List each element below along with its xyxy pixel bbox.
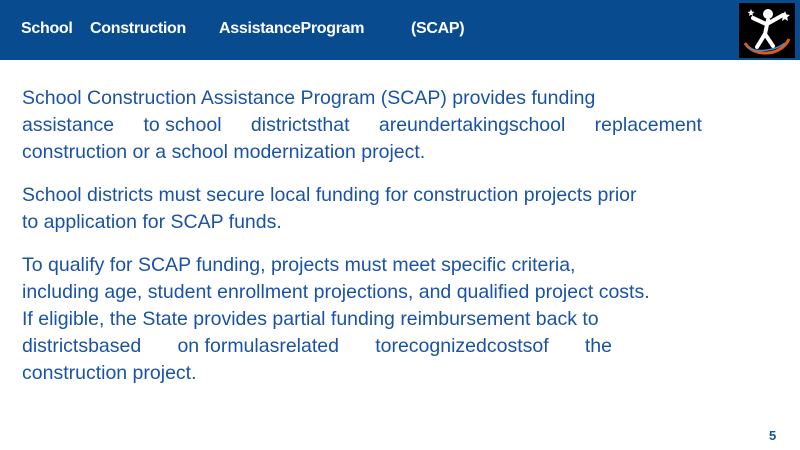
paragraph-3 — [22, 252, 702, 387]
paragraph-3-line: construction project. — [22, 362, 197, 384]
word: districtsbased — [22, 335, 142, 357]
paragraph-3-line: To qualify for SCAP funding, projects must meet specific criteria, — [22, 254, 576, 276]
slide-body — [22, 85, 702, 403]
paragraph-1 — [22, 85, 702, 166]
paragraph-1-line: construction or a school modernization project. — [22, 141, 426, 163]
title-word-4: (SCAP) — [411, 20, 465, 37]
paragraph-1-justified-line — [22, 112, 702, 139]
word: on formulasrelated — [177, 335, 339, 357]
word: areundertakingschool — [378, 114, 566, 136]
paragraph-2-line: School districts must secure local funding for construction projects prior — [22, 184, 637, 206]
title-bar — [0, 0, 800, 60]
paragraph-1-line: School Construction Assistance Program (SCAP) provides funding — [22, 87, 596, 109]
word: replacement — [594, 114, 702, 136]
word: torecognizedcostsof — [375, 335, 549, 357]
person-figure-logo-icon — [739, 3, 795, 58]
paragraph-2-line: to application for SCAP funds. — [22, 211, 282, 233]
word: districtsthat — [250, 114, 350, 136]
title-word-3: AssistanceProgram — [219, 20, 365, 37]
paragraph-2 — [22, 182, 702, 236]
paragraph-3-line: including age, student enrollment projections, and qualified project costs. — [22, 281, 650, 303]
word: to school — [143, 114, 222, 136]
title-word-1: School — [21, 20, 73, 37]
title-word-2: Construction — [90, 20, 186, 37]
paragraph-3-justified-line — [22, 333, 612, 360]
page-number: 5 — [769, 428, 777, 443]
word: assistance — [22, 114, 115, 136]
paragraph-3-line: If eligible, the State provides partial funding reimbursement back to — [22, 308, 599, 330]
word: the — [584, 335, 612, 357]
